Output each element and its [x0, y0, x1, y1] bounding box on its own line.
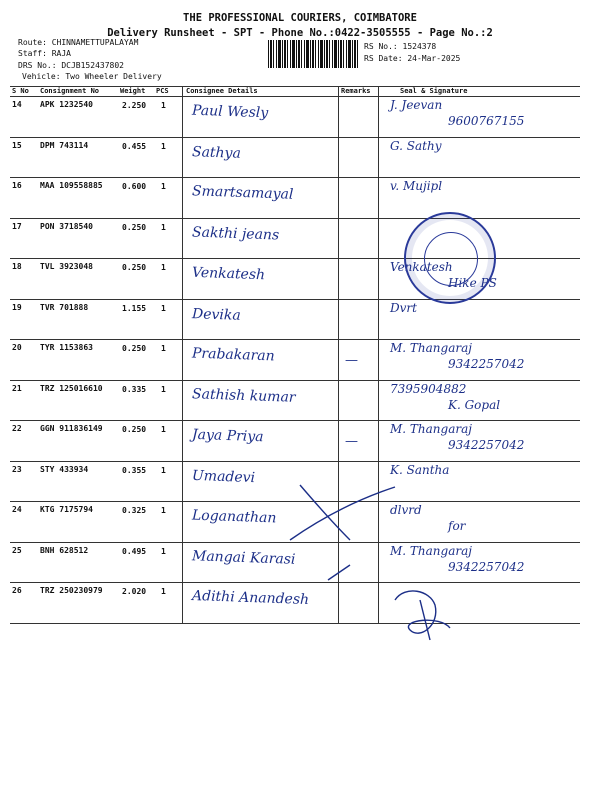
- row-sno: 25: [12, 545, 22, 555]
- runsheet-title: Delivery Runsheet - SPT - Phone No.:0422-3505555 - Page No.:2: [107, 27, 493, 39]
- row-weight: 0.455: [122, 141, 147, 151]
- header-signature: Seal & Signature: [400, 87, 468, 95]
- row-consignee-handwriting: Smartsamayal: [191, 183, 294, 203]
- row-sno: 17: [12, 221, 22, 231]
- drs-label: DRS No.: DCJB152437802: [18, 61, 124, 70]
- row-weight: 0.355: [122, 465, 147, 475]
- row-signature-line1: v. Mujipl: [390, 179, 443, 193]
- row-consignment-no: KTG 7175794: [40, 505, 93, 514]
- row-sno: 19: [12, 302, 22, 312]
- row-sno: 24: [12, 505, 22, 514]
- row-consignee-handwriting: Venkatesh: [191, 264, 266, 284]
- row-sno: 16: [12, 181, 22, 190]
- company-title: THE PROFESSIONAL COURIERS, COIMBATORE: [183, 12, 417, 24]
- row-signature-line1: Dvrt: [390, 300, 417, 315]
- row-weight: 0.250: [122, 425, 147, 434]
- row-pcs: 1: [161, 587, 166, 596]
- row-pcs: 1: [161, 303, 166, 313]
- row-consignment-no: MAA 109558885: [40, 181, 103, 190]
- row-consignee-handwriting: Devika: [191, 305, 241, 324]
- row-signature-line1: M. Thangaraj: [390, 341, 472, 355]
- row-consignment-no: GGN 911836149: [40, 424, 103, 433]
- row-signature-line1: K. Santha: [390, 462, 450, 477]
- row-consignee-handwriting: Paul Wesly: [191, 102, 269, 122]
- row-weight: 0.335: [122, 384, 147, 394]
- staff-label: Staff: RAJA: [18, 49, 71, 58]
- row-consignment-no: TVR 701888: [40, 302, 89, 312]
- row-weight: 0.250: [122, 263, 147, 272]
- row-sno: 18: [12, 262, 22, 271]
- row-pcs: 1: [161, 465, 166, 475]
- row-consignment-no: TVL 3923048: [40, 262, 93, 271]
- row-pcs: 1: [161, 182, 166, 191]
- row-signature-line1: M. Thangaraj: [390, 422, 472, 436]
- header-pcs: PCS: [156, 87, 169, 95]
- rs-number: RS No.: 1524378: [364, 42, 437, 51]
- row-signature-line2: 9600767155: [448, 114, 525, 128]
- row-consignee-handwriting: Sathish kumar: [191, 385, 296, 406]
- row-sno: 26: [12, 586, 22, 595]
- row-signature-line2: for: [448, 519, 466, 533]
- row-pcs: 1: [161, 222, 166, 232]
- row-pcs: 1: [161, 384, 166, 394]
- row-signature-line2: 9342257042: [448, 438, 525, 452]
- route-label: Route: CHINNAMETTUPALAYAM: [18, 38, 139, 47]
- row-sno: 15: [12, 140, 22, 150]
- header-remarks: Remarks: [341, 87, 371, 95]
- row-weight: 2.250: [122, 101, 147, 110]
- row-sno: 21: [12, 383, 22, 393]
- row-consignee-handwriting: Sathya: [191, 143, 242, 162]
- row-pcs: 1: [161, 101, 166, 110]
- row-weight: 0.325: [122, 506, 147, 515]
- row-consignment-no: TRZ 250230979: [40, 586, 103, 595]
- row-consignee-handwriting: Mangai Karasi: [191, 547, 296, 568]
- row-remarks-mark: —: [345, 434, 358, 449]
- row-consignee-handwriting: Umadevi: [191, 467, 256, 486]
- row-sno: 22: [12, 424, 22, 433]
- row-pcs: 1: [161, 425, 166, 434]
- row-consignment-no: APK 1232540: [40, 100, 93, 109]
- row-weight: 0.250: [122, 344, 147, 353]
- row-consignee-handwriting: Loganathan: [191, 507, 277, 527]
- row-pcs: 1: [161, 506, 166, 515]
- row-consignment-no: BNH 628512: [40, 545, 89, 555]
- row-pcs: 1: [161, 546, 166, 556]
- row-weight: 0.250: [122, 222, 147, 232]
- row-signature-line1: G. Sathy: [390, 138, 442, 153]
- row-pcs: 1: [161, 344, 166, 353]
- row-consignment-no: PON 3718540: [40, 221, 93, 231]
- header-consignment: Consignment No: [40, 87, 100, 95]
- rs-date: RS Date: 24-Mar-2025: [364, 54, 461, 63]
- row-weight: 0.600: [122, 182, 147, 191]
- pen-stroke: [328, 565, 350, 580]
- row-weight: 1.155: [122, 303, 147, 313]
- row-consignment-no: TYR 1153863: [40, 343, 93, 352]
- row-pcs: 1: [161, 263, 166, 272]
- row-remarks-mark: —: [345, 353, 358, 368]
- row-signature-line1: Venkatesh: [390, 260, 453, 274]
- row-signature-line1: 7395904882: [390, 381, 467, 396]
- row-weight: 2.020: [122, 587, 147, 596]
- row-consignment-no: DPM 743114: [40, 140, 89, 150]
- row-consignee-handwriting: Prabakaran: [191, 345, 275, 365]
- row-signature-line2: K. Gopal: [448, 397, 501, 412]
- row-signature-line1: M. Thangaraj: [390, 543, 472, 558]
- row-consignment-no: TRZ 125016610: [40, 383, 103, 393]
- pen-stroke: [300, 485, 350, 540]
- row-pcs: 1: [161, 141, 166, 151]
- row-sno: 20: [12, 343, 22, 352]
- row-consignee-handwriting: Jaya Priya: [191, 426, 264, 446]
- row-signature-line1: dlvrd: [390, 503, 422, 517]
- row-signature-line1: J. Jeevan: [390, 98, 443, 112]
- header-weight: Weight: [120, 87, 146, 95]
- row-weight: 0.495: [122, 546, 147, 556]
- row-consignee-handwriting: Adithi Anandesh: [191, 587, 310, 609]
- row-consignment-no: STY 433934: [40, 464, 89, 474]
- row-signature-line2: Hike PS: [448, 276, 497, 290]
- header-sno: S No: [12, 87, 29, 95]
- row-sno: 14: [12, 100, 22, 109]
- row-signature-line2: 9342257042: [448, 559, 525, 574]
- row-sno: 23: [12, 464, 22, 474]
- header-consignee: Consignee Details: [186, 87, 258, 95]
- row-signature-line2: 9342257042: [448, 357, 525, 371]
- vehicle-label: Vehicle: Two Wheeler Delivery: [22, 72, 162, 81]
- row-consignee-handwriting: Sakthi jeans: [191, 223, 280, 244]
